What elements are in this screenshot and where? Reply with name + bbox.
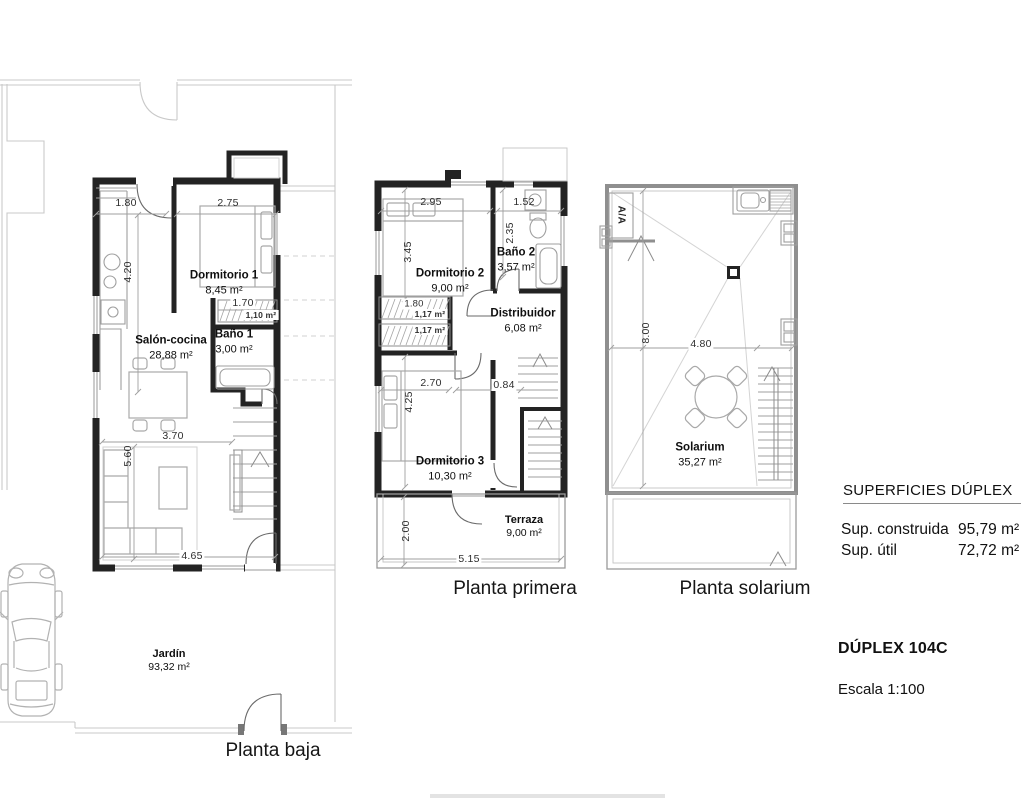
room-name: Dormitorio 1 <box>189 269 259 282</box>
room-name: Salón-cocina <box>135 334 207 347</box>
dim-label: 8.00 <box>640 322 652 344</box>
built-surface-row <box>841 521 1024 539</box>
caption-planta-primera: Planta primera <box>453 578 577 599</box>
room-label-bano1 <box>215 327 253 356</box>
room-area: 6,08 m² <box>504 322 542 335</box>
room-area: 93,32 m² <box>148 661 190 674</box>
ac-unit-label: A/A <box>615 205 627 225</box>
area-label: 1,10 m² <box>245 310 277 320</box>
planta-solarium-linework <box>600 186 797 569</box>
dim-label: 3.70 <box>162 430 184 442</box>
dim-label: 2.35 <box>504 222 516 244</box>
room-name: Dormitorio 2 <box>415 267 485 280</box>
surfaces-title: SUPERFICIES DÚPLEX <box>843 482 1021 504</box>
room-label-bano2 <box>497 245 535 274</box>
scale-label: Escala 1:100 <box>838 681 925 698</box>
room-name: Dormitorio 3 <box>415 455 485 468</box>
dim-label: 1.52 <box>513 196 535 208</box>
area-label: 1,17 m² <box>414 309 446 319</box>
scan-artifact <box>430 794 665 798</box>
dim-label: 4.65 <box>181 550 203 562</box>
area-label: 1,17 m² <box>414 325 446 335</box>
room-label-salon-cocina <box>135 333 207 362</box>
dim-label: 2.00 <box>400 520 412 542</box>
built-surface-value: 95,79 m² <box>958 521 1020 538</box>
dim-label: 2.70 <box>420 377 442 389</box>
room-name: Baño 1 <box>214 328 254 341</box>
dim-label: 1.80 <box>404 298 424 310</box>
room-area: 8,45 m² <box>205 284 243 297</box>
room-label-solarium <box>675 440 724 469</box>
room-label-distribuidor <box>490 306 555 335</box>
dim-label: 5.60 <box>122 445 134 467</box>
room-name: Distribuidor <box>490 307 556 320</box>
planta-primera-linework <box>374 148 568 568</box>
usable-surface-value: 72,72 m² <box>958 542 1020 559</box>
room-label-dormitorio3 <box>416 454 484 483</box>
car-illustration <box>0 564 63 716</box>
usable-surface-label: Sup. útil <box>841 542 898 559</box>
room-area: 10,30 m² <box>428 470 472 483</box>
room-area: 28,88 m² <box>149 349 193 362</box>
room-name: Baño 2 <box>496 246 536 259</box>
room-area: 9,00 m² <box>506 527 542 540</box>
room-name: Terraza <box>504 514 544 527</box>
dim-label: 0.84 <box>493 379 515 391</box>
dim-label: 1.80 <box>115 197 137 209</box>
room-label-jardin <box>148 647 189 675</box>
caption-planta-baja: Planta baja <box>225 740 321 761</box>
room-area: 3,00 m² <box>215 343 253 356</box>
room-area: 3,57 m² <box>497 261 535 274</box>
dim-label: 2.95 <box>420 196 442 208</box>
room-label-dormitorio2 <box>416 266 484 295</box>
room-label-terraza <box>505 513 543 541</box>
duplex-model-title: DÚPLEX 104C <box>838 640 948 657</box>
dim-label: 1.70 <box>232 297 254 309</box>
dim-label: 3.45 <box>402 241 414 263</box>
dim-label: 5.15 <box>458 553 480 565</box>
room-name: Solarium <box>675 441 725 454</box>
room-area: 35,27 m² <box>678 456 722 469</box>
room-label-dormitorio1 <box>190 268 258 297</box>
planta-baja-linework <box>92 153 285 573</box>
dim-label: 4.20 <box>122 261 134 283</box>
dim-label: 2.75 <box>217 197 239 209</box>
dim-label: 4.25 <box>403 391 415 413</box>
room-area: 9,00 m² <box>431 282 469 295</box>
room-name: Jardín <box>152 648 186 661</box>
caption-planta-solarium: Planta solarium <box>679 578 811 599</box>
usable-surface-row <box>841 542 1024 560</box>
built-surface-label: Sup. construida <box>841 521 949 538</box>
dim-label: 4.80 <box>690 338 712 350</box>
